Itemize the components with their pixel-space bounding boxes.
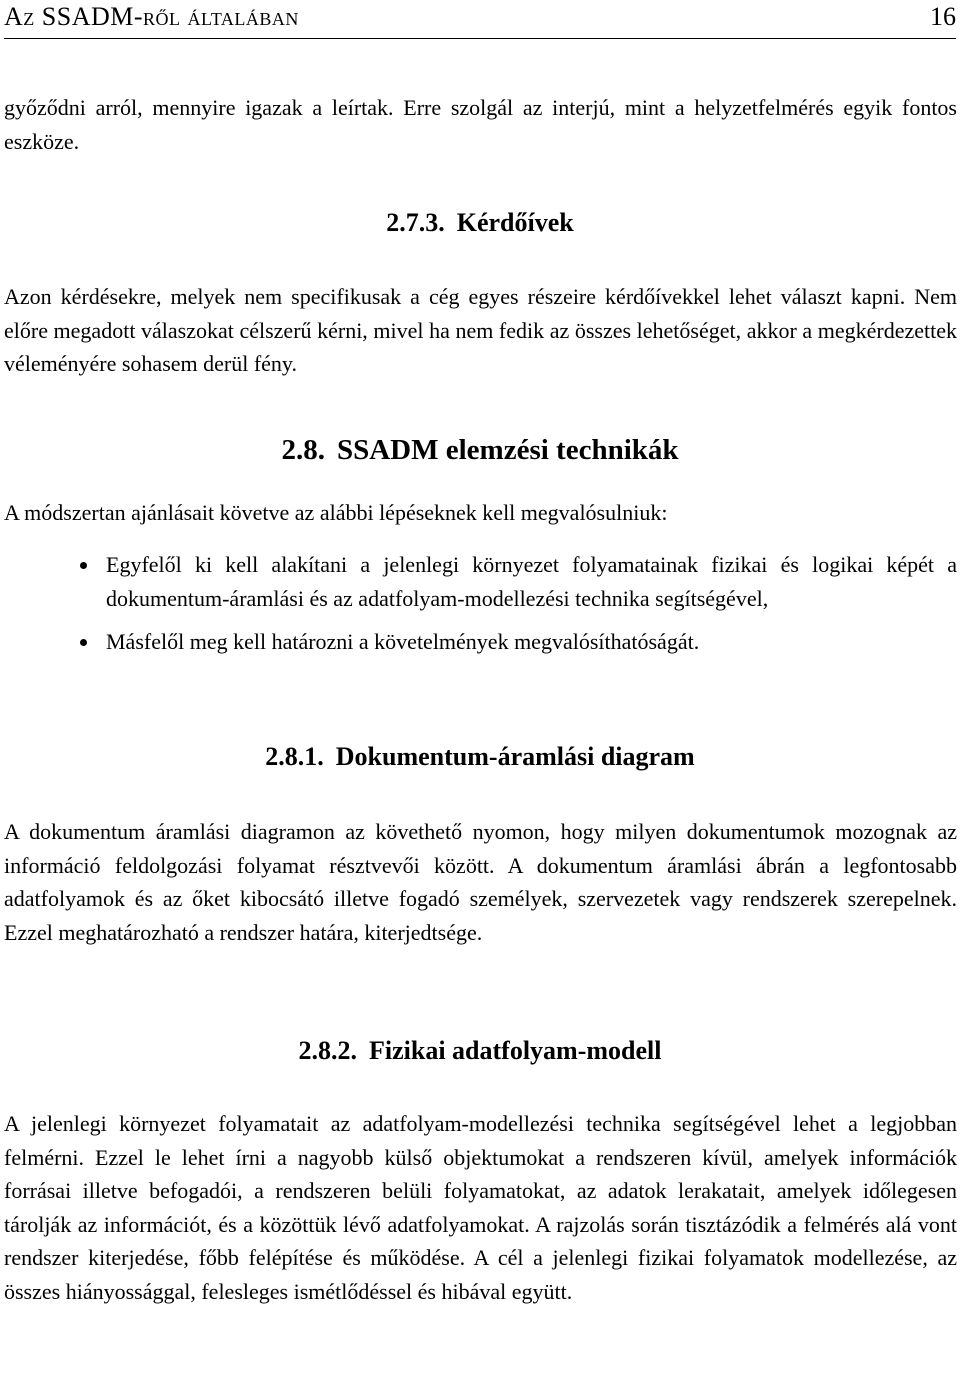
section-heading-2-8-1 (0, 740, 960, 774)
section-2-8-2-paragraph: A jelenlegi környezet folyamatait az adatfolyam-modellezési technika segítségével lehet a legjobban felmérni. Ezzel le lehet írni a nagyobb külső objektumokat a rendszeren kívül, amelyek információk forrásai illetve befogadói, a rendszeren belüli folyamatokat, az adatok lerakatait, amelyek időlegesen tárolják az információt, és a közöttük lévő adatfolyamokat. A rajzolás során tisztázódik a felmérés alá vont rendszer kiterjedése, főbb felépítése és működése. A cél a jelenlegi fizikai folyamatok modellezése, az összes hiányossággal, felesleges ismétlődéssel és hibával együtt. (4, 1111, 957, 1304)
bullet-dot-icon (80, 639, 87, 646)
section-2-8-intro-paragraph: A módszertan ajánlásait követve az alábbi lépéseknek kell megvalósulniuk: (4, 500, 668, 525)
section-number: 2.8. (281, 434, 325, 466)
bullet-item (0, 625, 960, 659)
section-title: Fizikai adatfolyam-modell (369, 1036, 662, 1065)
section-heading-2-8 (0, 433, 960, 467)
running-title: Az SSADM-ről általában (4, 2, 299, 31)
section-number: 2.8.1. (265, 742, 324, 771)
bullet-text: Másfelől meg kell határozni a követelmények megvalósíthatóságát. (106, 629, 700, 654)
bullet-item (0, 548, 960, 615)
page-number: 16 (930, 2, 956, 31)
bullet-text: Egyfelől ki kell alakítani a jelenlegi környezet folyamatainak fizikai és logikai képét a dokumentum-áramlási és az adatfolyam-modellezési technika segítségével, (106, 552, 957, 611)
section-title: Dokumentum-áramlási diagram (335, 742, 695, 771)
section-2-8-1-paragraph: A dokumentum áramlási diagramon az követhető nyomon, hogy milyen dokumentumok mozognak az információ feldolgozási folyamat résztvevői között. A dokumentum áramlási ábrán a legfontosabb adatfolyamok és az őket kibocsátó illetve fogadó személyek, szervezetek vagy rendszerek szerepelnek. Ezzel meghatározható a rendszer határa, kiterjedtsége. (4, 819, 957, 945)
section-heading-2-8-2 (0, 1034, 960, 1068)
section-number: 2.8.2. (298, 1036, 357, 1065)
section-title: Kérdőívek (456, 208, 574, 237)
intro-paragraph: győződni arról, mennyire igazak a leírtak. Erre szolgál az interjú, mint a helyzetfelmérés egyik fontos eszköze. (4, 95, 957, 154)
running-header (4, 2, 956, 39)
section-number: 2.7.3. (386, 208, 445, 237)
bullet-dot-icon (80, 562, 87, 569)
section-heading-2-7-3 (0, 206, 960, 240)
steps-bullet-list (0, 548, 960, 659)
section-2-7-3-paragraph: Azon kérdésekre, melyek nem specifikusak a cég egyes részeire kérdőívekkel lehet választ kapni. Nem előre megadott válaszokat célszerű kérni, mivel ha nem fedik az összes lehetőséget, akkor a megkérdezettek véleményére sohasem derül fény. (4, 284, 957, 376)
section-title: SSADM elemzési technikák (336, 434, 679, 466)
